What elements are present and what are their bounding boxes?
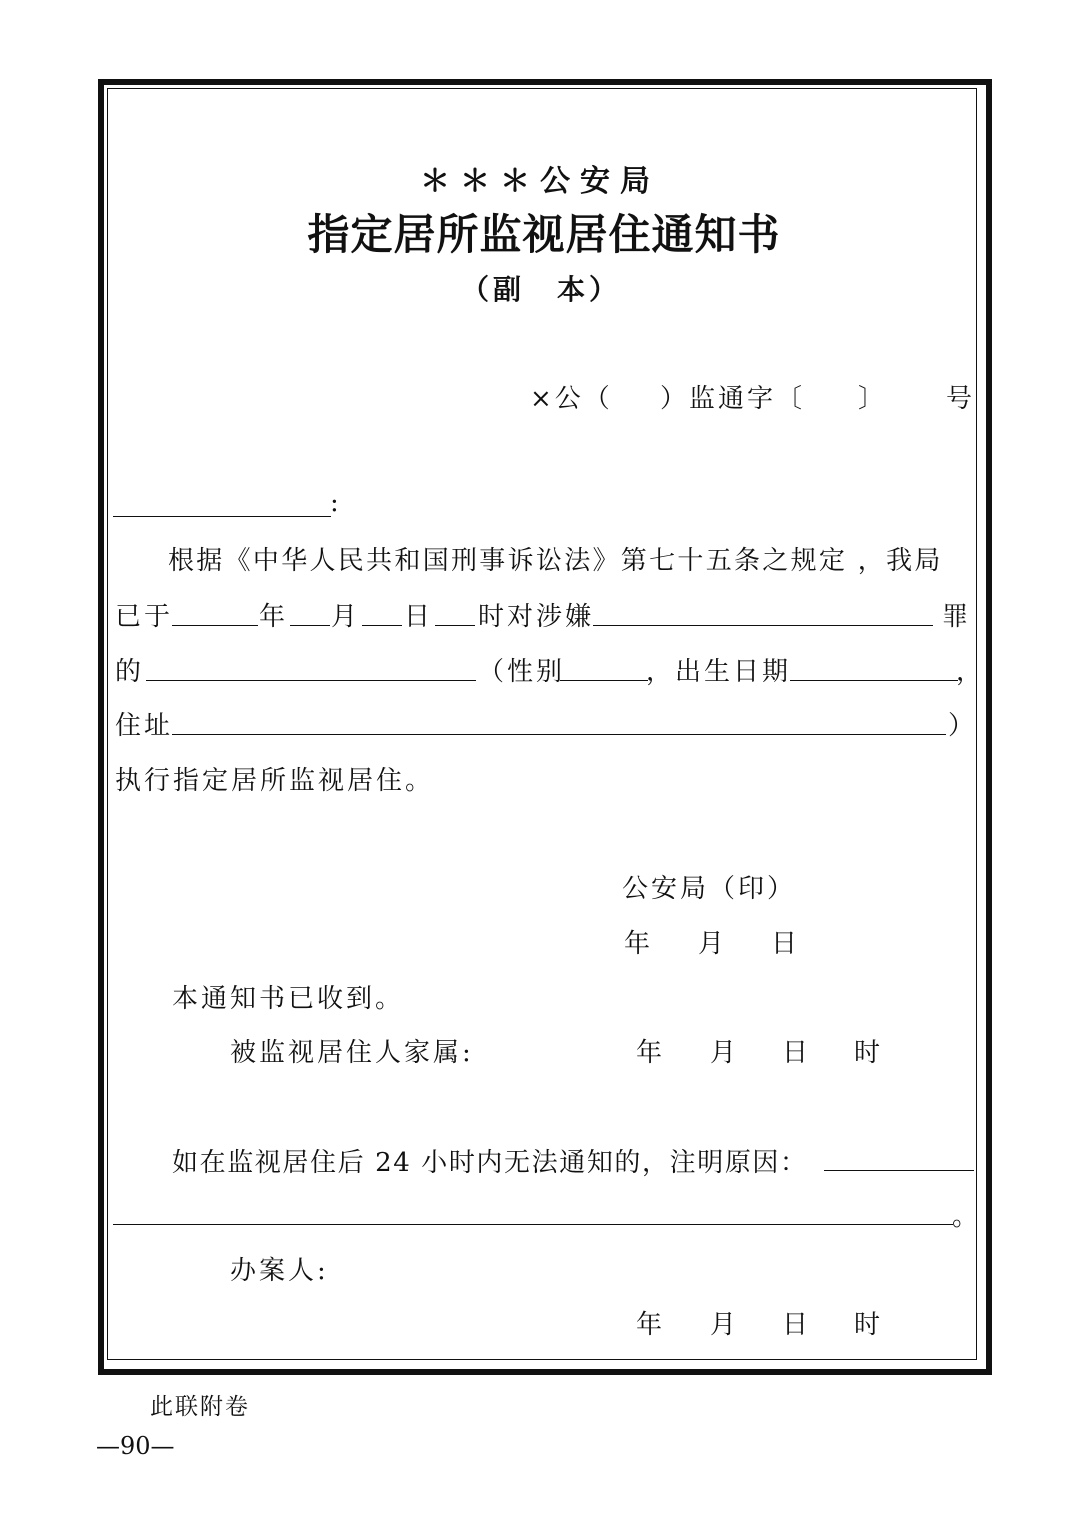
line2-start: 已于	[115, 602, 174, 632]
line2-hour: 时对涉嫌	[478, 602, 595, 632]
handler-hour: 时	[854, 1310, 884, 1340]
family-month: 月	[710, 1038, 740, 1068]
note-text: 如在监视居住后 24 小时内无法通知的，注明原因：	[172, 1148, 808, 1178]
doc-number-bracket-close: 〕	[858, 384, 888, 414]
receipt-text: 本通知书已收到。	[172, 984, 405, 1014]
handler-month: 月	[710, 1310, 740, 1340]
crime-blank[interactable]	[593, 625, 933, 626]
suspect-name-blank[interactable]	[146, 680, 476, 681]
addressee-colon: :	[330, 488, 342, 518]
reason-blank-1[interactable]	[824, 1170, 974, 1171]
handler-day: 日	[782, 1310, 812, 1340]
issuer-stamp: 公安局（印）	[622, 874, 797, 904]
arrest-day-blank[interactable]	[362, 625, 402, 626]
doc-number-middle: ）监通字〔	[660, 384, 806, 414]
arrest-year-blank[interactable]	[172, 625, 258, 626]
line2-year: 年	[259, 602, 289, 632]
line3-birth: ，出生日期	[646, 657, 792, 687]
copy-label: （副 本）	[460, 273, 621, 306]
document-title: 指定居所监视居住通知书	[307, 210, 781, 259]
address-blank[interactable]	[172, 734, 946, 735]
family-label: 被监视居住人家属:	[230, 1038, 474, 1068]
body-line-5: 执行指定居所监视居住。	[115, 766, 435, 796]
line2-day: 日	[404, 602, 434, 632]
arrest-hour-blank[interactable]	[435, 625, 475, 626]
line2-month: 月	[331, 602, 361, 632]
reason-blank-2[interactable]	[113, 1224, 953, 1225]
gender-blank[interactable]	[560, 680, 648, 681]
family-hour: 时	[854, 1038, 884, 1068]
issuer-month: 月	[698, 929, 728, 959]
line2-crime: 罪	[942, 602, 972, 632]
line3-gender: （性别	[478, 657, 566, 687]
arrest-month-blank[interactable]	[290, 625, 330, 626]
body-line-1: 根据《中华人民共和国刑事诉讼法》第七十五条之规定 ，我局	[168, 546, 943, 576]
line4-end: ）	[948, 711, 978, 741]
addressee-blank[interactable]	[113, 516, 331, 517]
issuer-year: 年	[624, 929, 654, 959]
handler-year: 年	[636, 1310, 666, 1340]
line4-start: 住址	[115, 711, 174, 741]
line3-end: ，	[956, 657, 986, 687]
note-end: 。	[952, 1202, 982, 1232]
family-day: 日	[782, 1038, 812, 1068]
page-number: —90—	[96, 1432, 175, 1460]
agency-name: ＊＊＊公安局	[420, 164, 660, 199]
line3-start: 的	[115, 657, 145, 687]
birth-date-blank[interactable]	[790, 680, 958, 681]
doc-number-prefix: ×公（	[530, 384, 613, 414]
family-year: 年	[636, 1038, 666, 1068]
attach-note: 此联附卷	[150, 1394, 250, 1420]
issuer-day: 日	[771, 929, 801, 959]
doc-number-suffix: 号	[946, 384, 976, 414]
handler-label: 办案人:	[230, 1256, 329, 1286]
